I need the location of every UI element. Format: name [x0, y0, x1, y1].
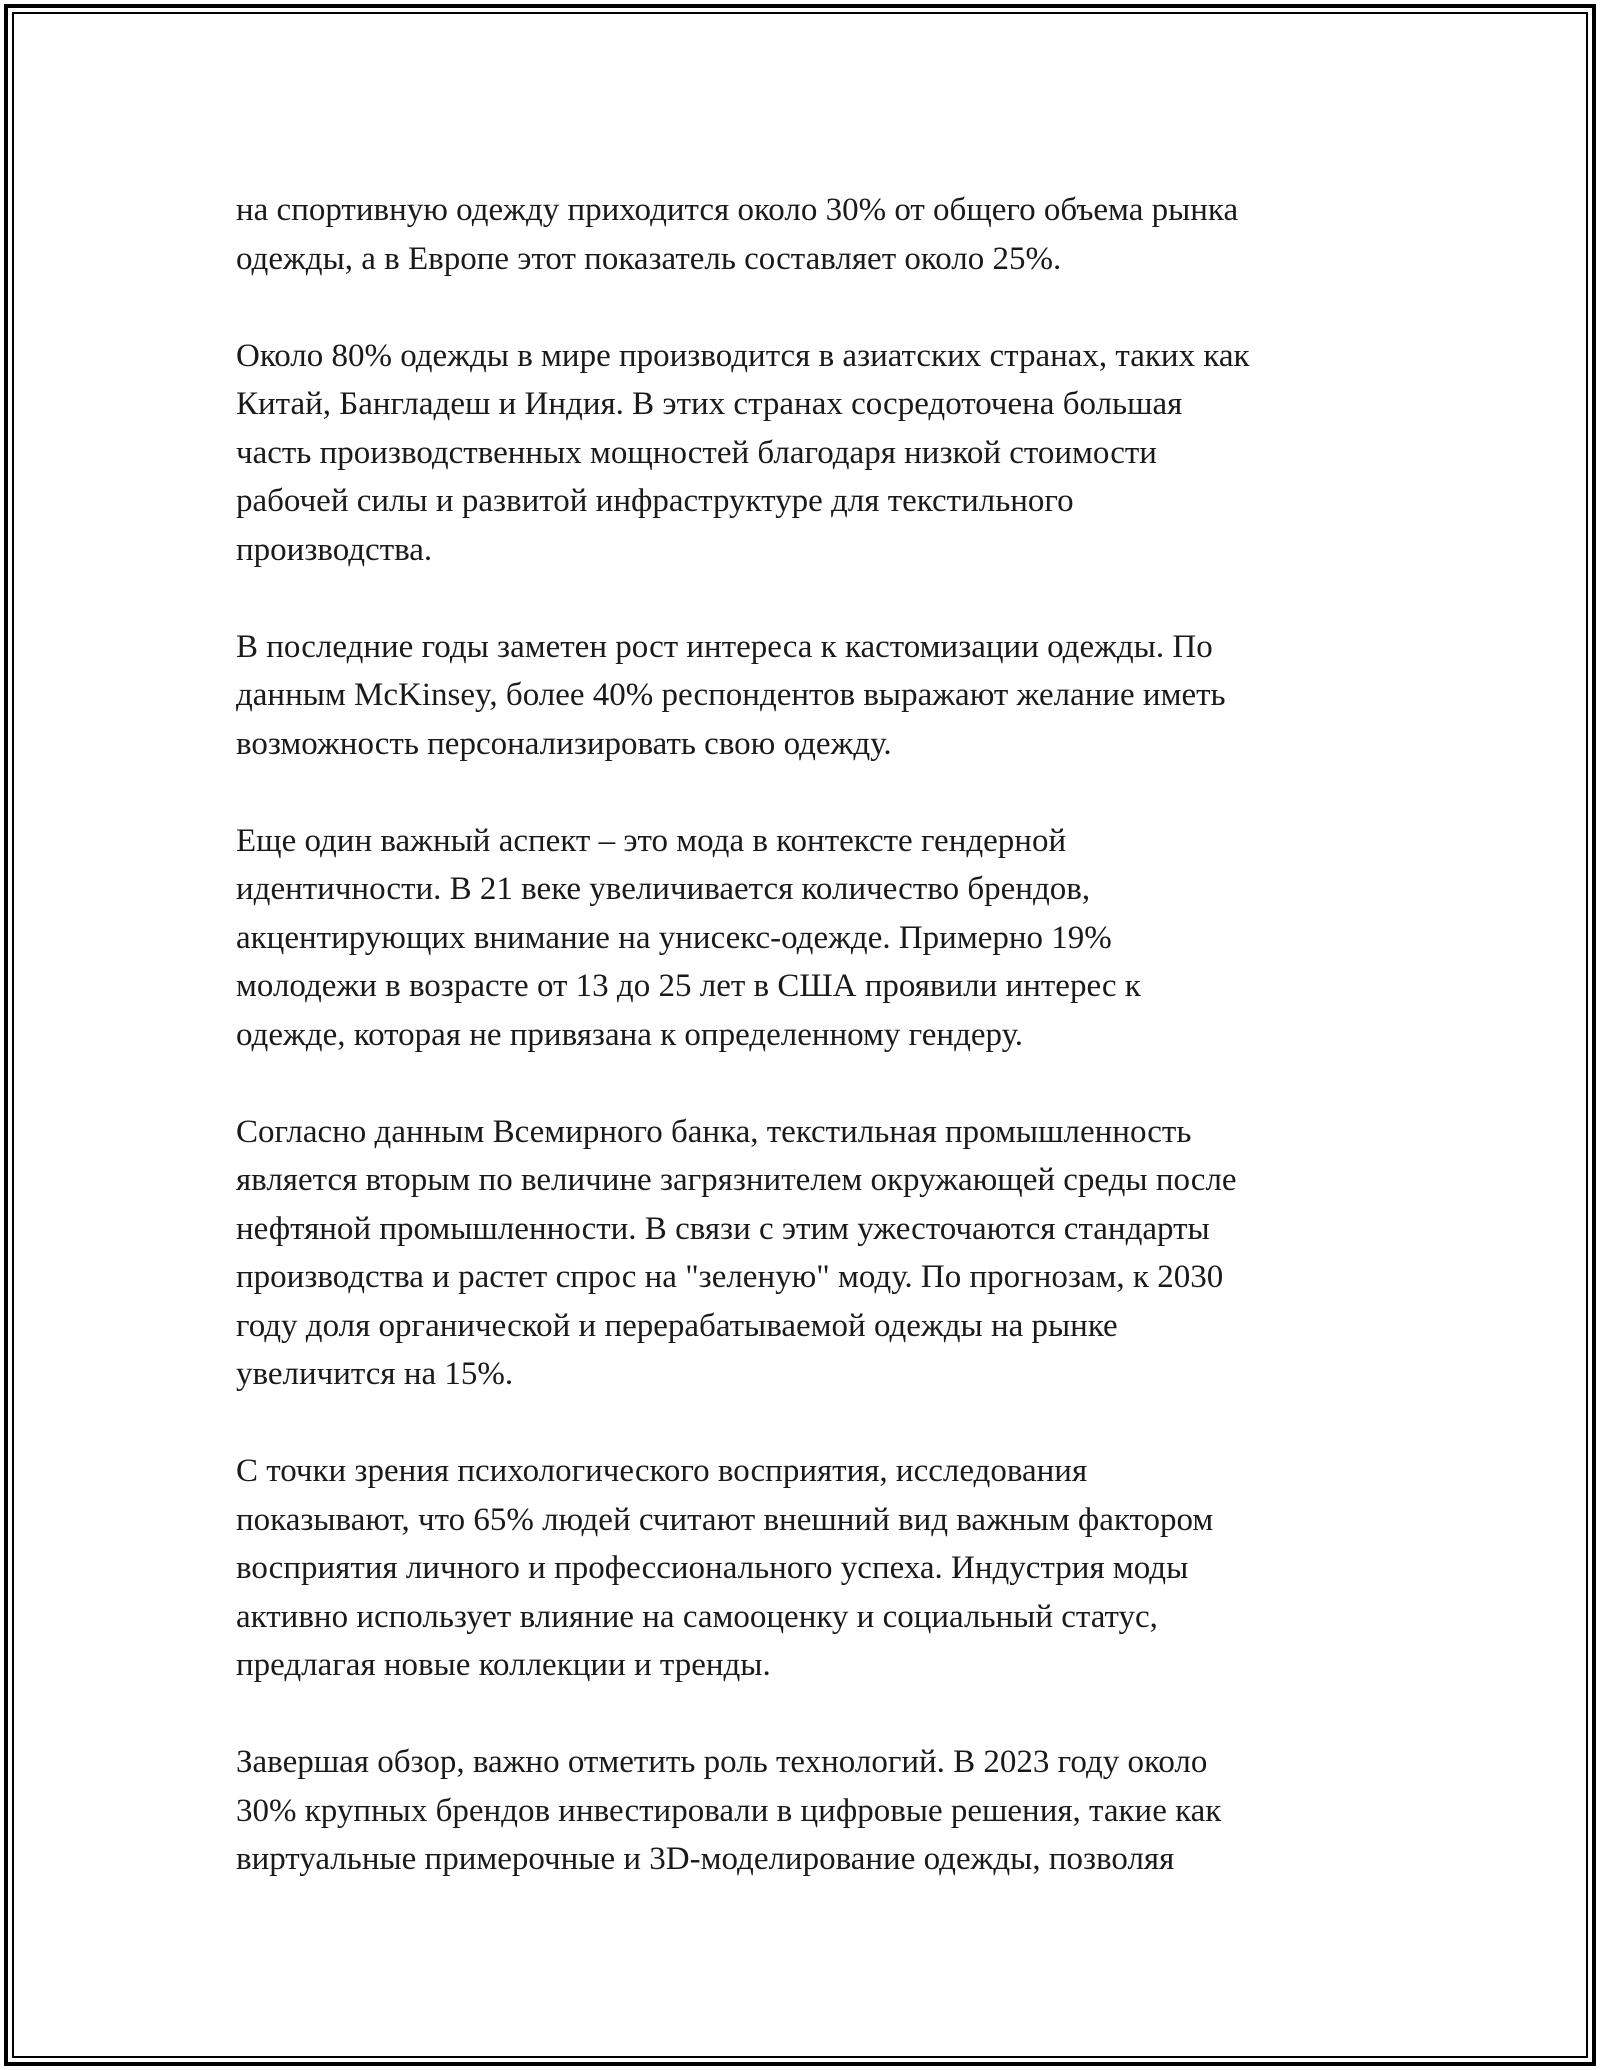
text-line: рабочей силы и развитой инфраструктуре для текстильного: [236, 483, 1074, 519]
paragraph-6: [236, 1447, 1386, 1690]
text-line: производства и растет спрос на "зеленую" моду. По прогнозам, к 2030: [236, 1259, 1224, 1295]
text-line: молодежи в возрасте от 13 до 25 лет в США проявили интерес к: [236, 968, 1141, 1004]
text-line: Еще один важный аспект – это мода в контексте гендерной: [236, 822, 1067, 859]
text-line: Завершая обзор, важно отметить роль технологий. В 2023 году около: [236, 1744, 1208, 1780]
text-line: году доля органической и перерабатываемой одежды на рынке: [236, 1307, 1118, 1344]
text-line: Согласно данным Всемирного банка, текстильная промышленность: [236, 1113, 1192, 1150]
text-line: Китай, Бангладеш и Индия. В этих странах сосредоточена большая: [236, 386, 1183, 422]
text-line: показывают, что 65% людей считают внешний вид важным фактором: [236, 1501, 1214, 1538]
text-line: 30% крупных брендов инвестировали в цифровые решения, такие как: [236, 1792, 1222, 1829]
text-line: одежды, а в Европе этот показатель составляет около 25%.: [236, 240, 1062, 277]
text-line: увеличится на 15%.: [236, 1356, 514, 1392]
text-line: данным McKinsey, более 40% респондентов выражают желание иметь: [236, 677, 1226, 713]
document-body: [236, 186, 1386, 1884]
text-line: одежде, которая не привязана к определенному гендеру.: [236, 1016, 1024, 1053]
text-line: С точки зрения психологического восприятия, исследования: [236, 1453, 1088, 1489]
text-line: производства.: [236, 531, 433, 568]
paragraph-7: [236, 1738, 1386, 1884]
text-line: часть производственных мощностей благодаря низкой стоимости: [236, 434, 1157, 471]
text-line: нефтяной промышленности. В связи с этим ужесточаются стандарты: [236, 1210, 1210, 1247]
text-line: возможность персонализировать свою одежду.: [236, 725, 892, 762]
text-line: идентичности. В 21 веке увеличивается количество брендов,: [236, 871, 1091, 907]
text-line: виртуальные примерочные и 3D-моделирование одежды, позволяя: [236, 1841, 1175, 1877]
paragraph-4: [236, 817, 1386, 1060]
text-line: акцентирующих внимание на унисекс-одежде. Примерно 19%: [236, 919, 1112, 956]
text-line: предлагая новые коллекции и тренды.: [236, 1647, 771, 1683]
text-line: является вторым по величине загрязнителем окружающей среды после: [236, 1162, 1237, 1198]
paragraph-3: [236, 623, 1386, 769]
paragraph-5: [236, 1108, 1386, 1399]
text-line: восприятия личного и профессионального успеха. Индустрия моды: [236, 1550, 1189, 1586]
text-line: Около 80% одежды в мире производится в азиатских странах, таких как: [236, 337, 1250, 374]
paragraph-2: [236, 332, 1386, 575]
text-line: активно использует влияние на самооценку и социальный статус,: [236, 1598, 1158, 1635]
paragraph-1: [236, 186, 1386, 283]
text-line: на спортивную одежду приходится около 30% от общего объема рынка: [236, 192, 1239, 228]
text-line: В последние годы заметен рост интереса к кастомизации одежды. По: [236, 628, 1213, 665]
